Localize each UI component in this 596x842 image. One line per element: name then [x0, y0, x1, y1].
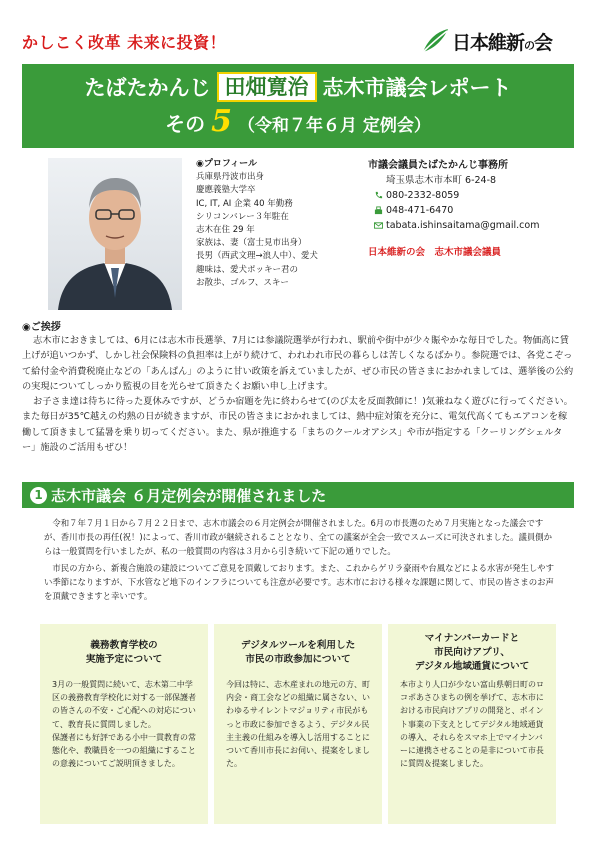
party-logo: [420, 24, 570, 58]
section-1-body: [44, 516, 560, 605]
phone-icon: [374, 191, 383, 200]
office-heading: 市議会議員たばたかんじ事務所: [368, 160, 508, 171]
card-title: マイナンバーカードと 市民向けアプリ、 デジタル地域通貨について: [414, 633, 530, 672]
party-logo-text: 日本維新の会: [452, 31, 553, 54]
card-body: 今回は特に、志木産まれの地元の方、町内会・商工会などの組織に属さない、いわゆるサイレントマジョリティ市民がもっと市政に参加できるよう、デジタル民主主義の仕組みを導入し活用することについて香川市長にお伺い、提案をしました。: [226, 680, 370, 769]
profile-line: 趣味は、愛犬ポッキー君の: [196, 264, 299, 275]
candidate-name-box: 田畑寛治: [217, 72, 317, 102]
profile-line: お散歩、ゴルフ、スキー: [196, 277, 289, 288]
profile-line: 家族は、妻（富士見市出身）: [196, 238, 307, 249]
greeting-body: [22, 333, 574, 455]
section-1-header: [22, 482, 574, 508]
section-1-title: 志木市議会 ６月定例会が開催されました: [51, 486, 327, 505]
mail-icon: [374, 221, 383, 230]
office-email[interactable]: tabata.ishinsaitama@gmail.com: [368, 218, 574, 233]
section-paragraph: 令和７年７月１日から７月２２日まで、志木市議会の６月定例会が開催されました。6月の市長選のため７月実施となった議会ですが、香川市長の再任(祝！)によって、香川市政が継続されることとなり、全ての議案が全会一致でスムーズに可決されました。議員側からは一般質問を行いましたが、私の一般質問の内容は３月から引き続いて下記の通りでした。: [44, 518, 553, 557]
office-address: 埼玉県志木市本町 6-24-8: [386, 175, 497, 186]
card-body: 本市より人口が少ない富山県朝日町のロコポあさひまちの例を挙げて、志木市における市民向けアプリの開発と、ポイント事業の下支えとしてデジタル地域通貨の導入、それらをスマホ上でマイナンバーに連携させることの是非について市長に質問＆提案しました。: [400, 680, 544, 769]
leaf-logo-icon: [420, 26, 450, 56]
card-title: デジタルツールを利用した 市民の市政参加について: [240, 640, 356, 665]
topic-card-mynumber: [388, 624, 556, 824]
card-title: 義務教育学校の 実施予定について: [85, 640, 163, 665]
candidate-photo: [48, 158, 182, 310]
section-paragraph: 市民の方から、新複合施設の建設についてご意見を頂戴しております。また、これからゲリラ豪雨や台風などによる水害が発生しやすい季節になりますが、下水管など地下のインフラについても注意が必要です。志木市における様々な課題に関して、市民の皆さまのお声を頂戴できますと幸いです。: [44, 562, 555, 602]
issue-number: 5: [211, 104, 232, 139]
banner-issue: その 5 （令和７年６月 定例会）: [165, 104, 431, 139]
section-number-badge: 1: [30, 487, 47, 504]
slogan: かしこく改革 未来に投資！: [22, 33, 227, 52]
greeting-paragraph: お子さま達は待ちに待った夏休みですが、どうか宿題を先に終わらせて(のび太を反面教師に！)気兼ねなく遊びに行ってください。また毎日が35℃越えの灼熱の日が続きますが、市民の皆さまにおかれましては、熱中症対策を充分に、電気代高くてもエアコンを稼働して頂きまして猛暑を乗り切ってください。また、県が推進する「まちのクールオアシス」や市が指定する「クーリングシェルター」施設のご活用もぜひ！: [22, 396, 573, 454]
member-label: 日本維新の会 志木市議会議員: [368, 247, 502, 258]
profile-line: IC, IT, AI 企業 40 年勤務: [196, 198, 293, 209]
greeting-paragraph: 志木市におきましては、6月には志木市長選挙、7月には参議院選挙が行われ、駅前や街中が少々賑やかな毎日でした。物価高に賃上げが追いつかず、しかし社会保険料の負担率は上がり続けて、われわれ市民の暮らしは苦しくなるばかり。参院選では、各党こぞって給付金や消費税廃止などの「あんぱん」のように甘い政策を訴えていましたが、ぜひ市民の皆さまにおかれましては、選挙後の公約の実現についてしっかり監視の目を光らせて頂きたくお願い申し上げます。: [22, 335, 574, 392]
profile-line: シリコンバレー３年駐在: [196, 211, 289, 222]
fax-icon: [374, 206, 383, 215]
topic-card-digital-tools: [214, 624, 382, 824]
profile-line: 兵庫県丹波市出身: [196, 172, 265, 183]
topic-card-education: [40, 624, 208, 824]
profile-block: [196, 158, 366, 290]
profile-heading: ◉プロフィール: [196, 159, 257, 169]
title-banner: [22, 64, 574, 148]
profile-line: 慶應義塾大学卒: [196, 185, 256, 196]
profile-line: 長男（西武文理→浪人中）、愛犬: [196, 251, 318, 262]
greeting-heading: ◉ご挨拶: [22, 322, 61, 333]
card-body: 3月の一般質問に続いて、志木第二中学区の義務教育学校化に対する一部保護者の皆さんの不安・ご心配への対応について、教育長に質問しました。 保護者にも好評である小中一貫教育の常態化や、教職員を一つの組織にすることの意義についてご説明頂きました。: [52, 680, 196, 769]
office-block: [368, 158, 574, 260]
banner-title: たばたかんじ 田畑寛治 志木市議会レポート: [22, 72, 574, 102]
office-fax: 048-471-6470: [368, 203, 574, 218]
profile-line: 志木在住 29 年: [196, 225, 255, 236]
office-phone[interactable]: 080-2332-8059: [368, 188, 574, 203]
